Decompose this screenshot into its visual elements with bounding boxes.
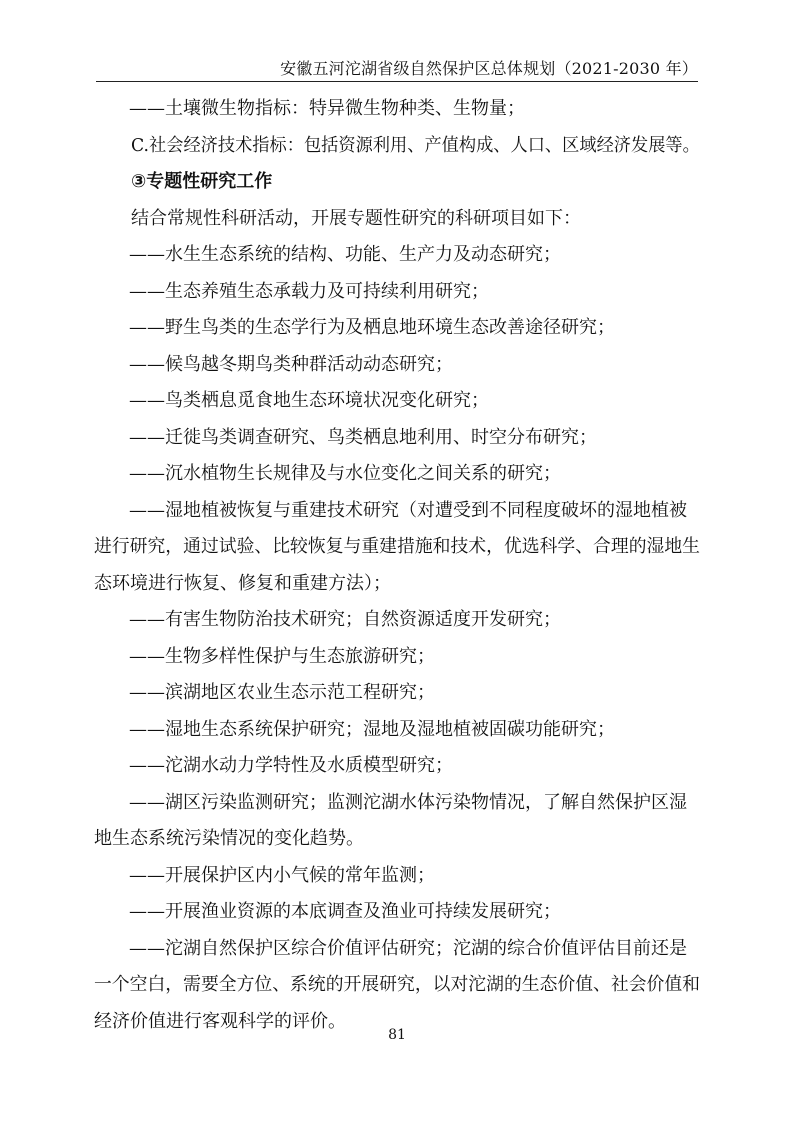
list-item: ——生物多样性保护与生态旅游研究； — [129, 646, 435, 667]
list-item: ——开展保护区内小气候的常年监测； — [129, 865, 435, 886]
body-line: 一个空白，需要全方位、系统的开展研究，以对沱湖的生态价值、社会价值和 — [94, 974, 701, 995]
body-line: 进行研究，通过试验、比较恢复与重建措施和技术，优选科学、合理的湿地生 — [94, 536, 701, 557]
header-divider — [96, 81, 698, 82]
list-item: ——沉水植物生长规律及与水位变化之间关系的研究； — [129, 463, 561, 484]
body-line: 经济价值进行客观科学的评价。 — [94, 1011, 346, 1032]
list-item: ——滨湖地区农业生态示范工程研究； — [129, 682, 435, 703]
list-item: ——湿地生态系统保护研究；湿地及湿地植被固碳功能研究； — [129, 719, 615, 740]
body-line: 地生态系统污染情况的变化趋势。 — [94, 828, 364, 849]
list-item: ——沱湖水动力学特性及水质模型研究； — [129, 755, 453, 776]
list-item: ——野生鸟类的生态学行为及栖息地环境生态改善途径研究； — [129, 317, 615, 338]
list-item: ——沱湖自然保护区综合价值评估研究；沱湖的综合价值评估目前还是 — [129, 938, 687, 959]
page-number: 81 — [388, 1027, 406, 1043]
list-item: ——有害生物防治技术研究；自然资源适度开发研究； — [129, 609, 561, 630]
list-item: ——湿地植被恢复与重建技术研究（对遭受到不同程度破坏的湿地植被 — [129, 500, 687, 521]
section-heading: ③专题性研究工作 — [131, 171, 273, 192]
list-item: ——开展渔业资源的本底调查及渔业可持续发展研究； — [129, 901, 561, 922]
list-item: ——候鸟越冬期鸟类种群活动动态研究； — [129, 354, 453, 375]
body-line: 态环境进行恢复、修复和重建方法）； — [94, 573, 391, 594]
list-item: ——迁徙鸟类调查研究、鸟类栖息地利用、时空分布研究； — [129, 427, 597, 448]
body-line: 结合常规性科研活动，开展专题性研究的科研项目如下： — [131, 208, 581, 229]
list-item: ——水生生态系统的结构、功能、生产力及动态研究； — [129, 244, 561, 265]
list-item: ——生态养殖生态承载力及可持续利用研究； — [129, 281, 489, 302]
list-item: ——鸟类栖息觅食地生态环境状况变化研究； — [129, 390, 489, 411]
body-line: C.社会经济技术指标：包括资源利用、产值构成、人口、区域经济发展等。 — [131, 135, 700, 156]
body-line: ——土壤微生物指标：特异微生物种类、生物量； — [129, 98, 525, 119]
list-item: ——湖区污染监测研究；监测沱湖水体污染物情况，了解自然保护区湿 — [129, 792, 687, 813]
page-header-title: 安徽五河沱湖省级自然保护区总体规划（2021-2030 年） — [280, 59, 698, 78]
